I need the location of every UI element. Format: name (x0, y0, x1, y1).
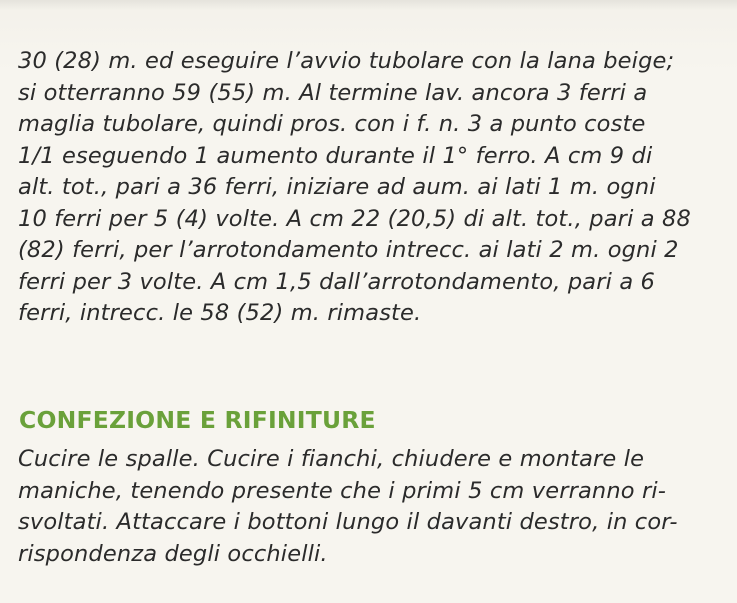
paragraph-line: 10 ferri per 5 (4) volte. A cm 22 (20,5) di alt. tot., pari a 88 (18, 205, 691, 232)
paragraph-line: (82) ferri, per l’arrotondamento intrecc. ai lati 2 m. ogni 2 (18, 237, 679, 263)
paragraph-line: rispondenza degli occhielli. (18, 540, 328, 567)
paragraph-line: 1/1 eseguendo 1 aumento durante il 1° ferro. A cm 9 di (18, 142, 653, 169)
paragraph-line: ferri per 3 volte. A cm 1,5 dall’arrotondamento, pari a 6 (18, 268, 656, 295)
paragraph-line: alt. tot., pari a 36 ferri, iniziare ad aum. ai lati 1 m. ogni (18, 174, 656, 200)
paragraph-line: Cucire le spalle. Cucire i fianchi, chiudere e montare le (18, 446, 645, 472)
paragraph-line: maniche, tenendo presente che i primi 5 cm verranno ri- (18, 477, 667, 504)
instructions-paragraph (18, 46, 722, 330)
paragraph-line: 30 (28) m. ed eseguire l’avvio tubolare con la lana beige; (18, 48, 675, 74)
page-top-edge-shadow (0, 0, 737, 10)
paragraph-line: ferri, intrecc. le 58 (52) m. rimaste. (18, 300, 422, 326)
paragraph-line: svoltati. Attaccare i bottoni lungo il davanti destro, in cor- (18, 509, 678, 535)
paragraph-line: si otterranno 59 (55) m. Al termine lav. ancora 3 ferri a (18, 79, 648, 106)
paragraph-line: maglia tubolare, quindi pros. con i f. n. 3 a punto coste (18, 111, 646, 137)
finishing-paragraph (18, 444, 722, 570)
section-heading: CONFEZIONE E RIFINITURE (19, 406, 376, 434)
